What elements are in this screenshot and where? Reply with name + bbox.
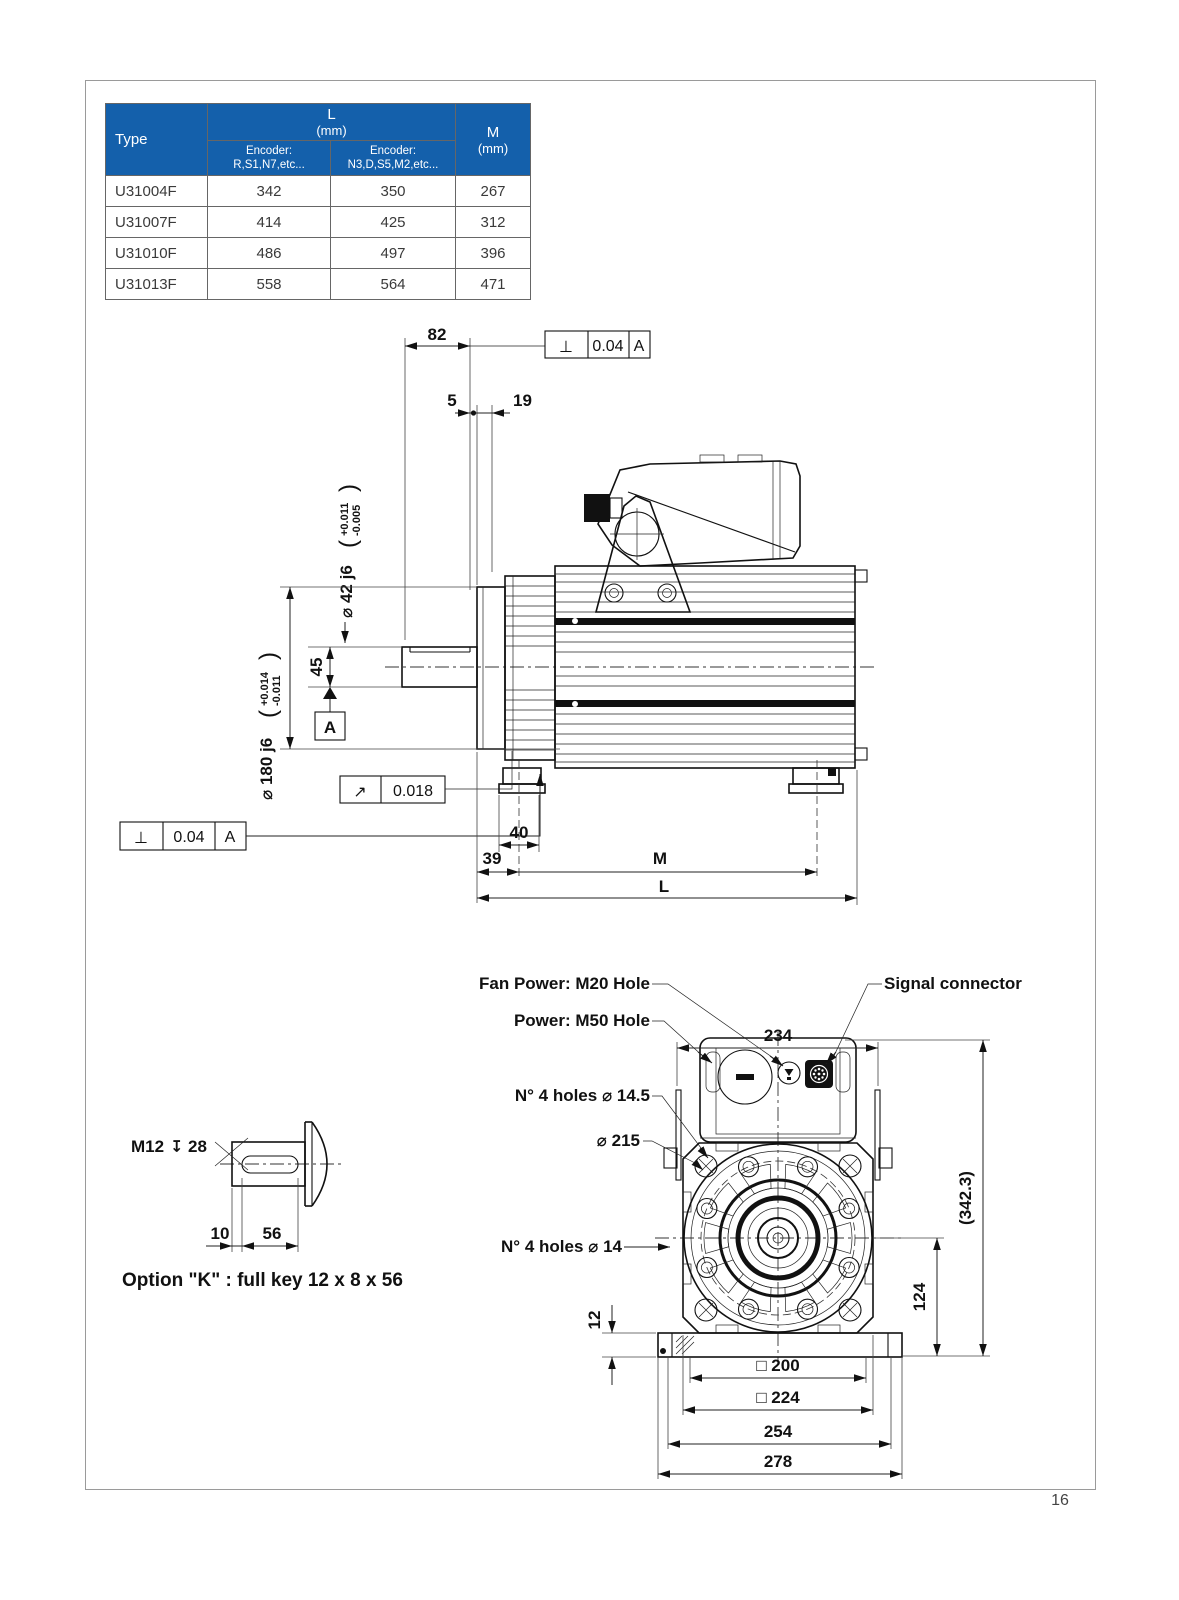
holes-14-label: N° 4 holes ⌀ 14 — [501, 1237, 622, 1256]
corner-hole — [695, 1299, 717, 1321]
svg-text:40: 40 — [509, 823, 529, 842]
svg-text:278: 278 — [763, 1452, 793, 1471]
l-unit: (mm) — [316, 123, 347, 138]
cell-type: U31013F — [106, 269, 208, 300]
cell-l1: 486 — [208, 238, 331, 269]
dim-234 — [677, 1026, 878, 1086]
cell-l2: 425 — [331, 207, 456, 238]
key-detail — [122, 1122, 403, 1291]
svg-text:M12: M12 — [131, 1137, 165, 1156]
cell-l2: 350 — [331, 176, 456, 207]
svg-text:□ 224: □ 224 — [756, 1388, 800, 1407]
svg-text:): ) — [255, 652, 282, 660]
cell-m: 312 — [456, 207, 531, 238]
mounting-feet — [499, 760, 843, 878]
dim-12 — [585, 1305, 656, 1385]
svg-text:254: 254 — [763, 1422, 793, 1441]
cell-l1: 558 — [208, 269, 331, 300]
encoder2-line1: Encoder: — [369, 144, 417, 157]
m-unit: (mm) — [477, 140, 509, 156]
encoder2-line2: N3,D,S5,M2,etc... — [347, 159, 439, 171]
svg-text:(: ( — [335, 540, 362, 548]
svg-text:10: 10 — [210, 1224, 230, 1243]
svg-text:(: ( — [255, 710, 282, 718]
svg-text:-0.011: -0.011 — [271, 675, 283, 706]
encoder1-line2: R,S1,N7,etc... — [233, 159, 305, 171]
svg-text:□ 200: □ 200 — [756, 1356, 800, 1375]
svg-text:28: 28 — [188, 1137, 207, 1156]
svg-text:A: A — [224, 829, 236, 846]
svg-text:56: 56 — [262, 1224, 282, 1243]
cell-l1: 342 — [208, 176, 331, 207]
dim-124 — [873, 1238, 944, 1356]
page-number: 16 — [1051, 1492, 1069, 1509]
dim-5-19 — [447, 391, 532, 585]
cell-m: 471 — [456, 269, 531, 300]
power-label: Power: M50 Hole — [513, 1011, 650, 1030]
signal-connector — [805, 1060, 833, 1088]
datum-a — [315, 687, 345, 740]
runout-icon: ↗ — [353, 784, 367, 801]
svg-text:0.04: 0.04 — [592, 338, 624, 355]
dim-224 — [683, 1335, 873, 1415]
svg-text:39: 39 — [482, 849, 502, 868]
svg-text:L: L — [658, 877, 670, 896]
thread-callout — [131, 1137, 248, 1170]
holes-14-5-label: N° 4 holes ⌀ 14.5 — [514, 1086, 650, 1105]
dim-10-56 — [206, 1178, 298, 1252]
svg-text:19: 19 — [513, 391, 532, 410]
cell-type: U31010F — [106, 238, 208, 269]
fan-power-label: Fan Power: M20 Hole — [479, 974, 650, 993]
fcf-runout — [340, 751, 512, 803]
svg-text:124: 124 — [910, 1282, 929, 1312]
foot-plate — [658, 1333, 902, 1357]
perpendicularity-icon: ⊥ — [134, 830, 148, 847]
shaft-end — [232, 1142, 305, 1186]
svg-text:): ) — [335, 484, 362, 492]
flange-dia-label — [255, 652, 283, 800]
dim-278 — [658, 1358, 902, 1479]
svg-text:0.04: 0.04 — [173, 829, 205, 846]
perpendicularity-icon: ⊥ — [559, 339, 573, 356]
svg-text:+0.014: +0.014 — [259, 672, 271, 706]
cell-l2: 564 — [331, 269, 456, 300]
svg-text:M: M — [652, 849, 668, 868]
svg-text:A: A — [633, 338, 645, 355]
cell-type: U31004F — [106, 176, 208, 207]
encoder1-line1: Encoder: — [245, 144, 293, 157]
svg-text:45: 45 — [307, 657, 326, 677]
fcf-perpendicularity-top — [545, 331, 650, 358]
col-header-type: Type — [106, 104, 208, 176]
depth-icon: ↧ — [170, 1139, 184, 1156]
cable-gland — [584, 494, 610, 522]
cell-l2: 497 — [331, 238, 456, 269]
flange — [477, 576, 555, 760]
corner-hole — [839, 1299, 861, 1321]
svg-text:12: 12 — [585, 1310, 604, 1330]
dim-82 — [405, 325, 545, 640]
svg-text:A: A — [323, 718, 337, 737]
cell-type: U31007F — [106, 207, 208, 238]
svg-text:-0.005: -0.005 — [351, 504, 363, 536]
svg-text:82: 82 — [427, 325, 447, 344]
callouts — [479, 974, 1022, 1256]
front-view — [479, 974, 1022, 1479]
svg-text:5: 5 — [447, 391, 457, 410]
cell-m: 396 — [456, 238, 531, 269]
side-view — [120, 325, 875, 905]
cell-m: 267 — [456, 176, 531, 207]
svg-text:⌀ 42 j6: ⌀ 42 j6 — [337, 565, 356, 618]
keyway-slot — [242, 1156, 298, 1173]
dim-200 — [690, 1356, 866, 1383]
terminal-box — [584, 455, 800, 566]
svg-text:+0.011: +0.011 — [339, 502, 351, 536]
dim-39-M-L — [477, 752, 857, 905]
corner-hole — [839, 1155, 861, 1177]
dia-215-label: ⌀ 215 — [596, 1131, 640, 1150]
signal-connector-label: Signal connector — [884, 974, 1022, 993]
svg-text:0.018: 0.018 — [392, 783, 434, 800]
svg-text:⌀ 180 j6: ⌀ 180 j6 — [257, 737, 276, 800]
shaft-dia-callout — [335, 484, 363, 618]
svg-text:234: 234 — [763, 1026, 793, 1045]
l-title: L — [327, 106, 336, 123]
svg-text:(342.3): (342.3) — [956, 1171, 975, 1225]
m-title: M — [486, 123, 500, 141]
cell-l1: 414 — [208, 207, 331, 238]
option-k-note: Option "K" : full key 12 x 8 x 56 — [122, 1270, 403, 1291]
